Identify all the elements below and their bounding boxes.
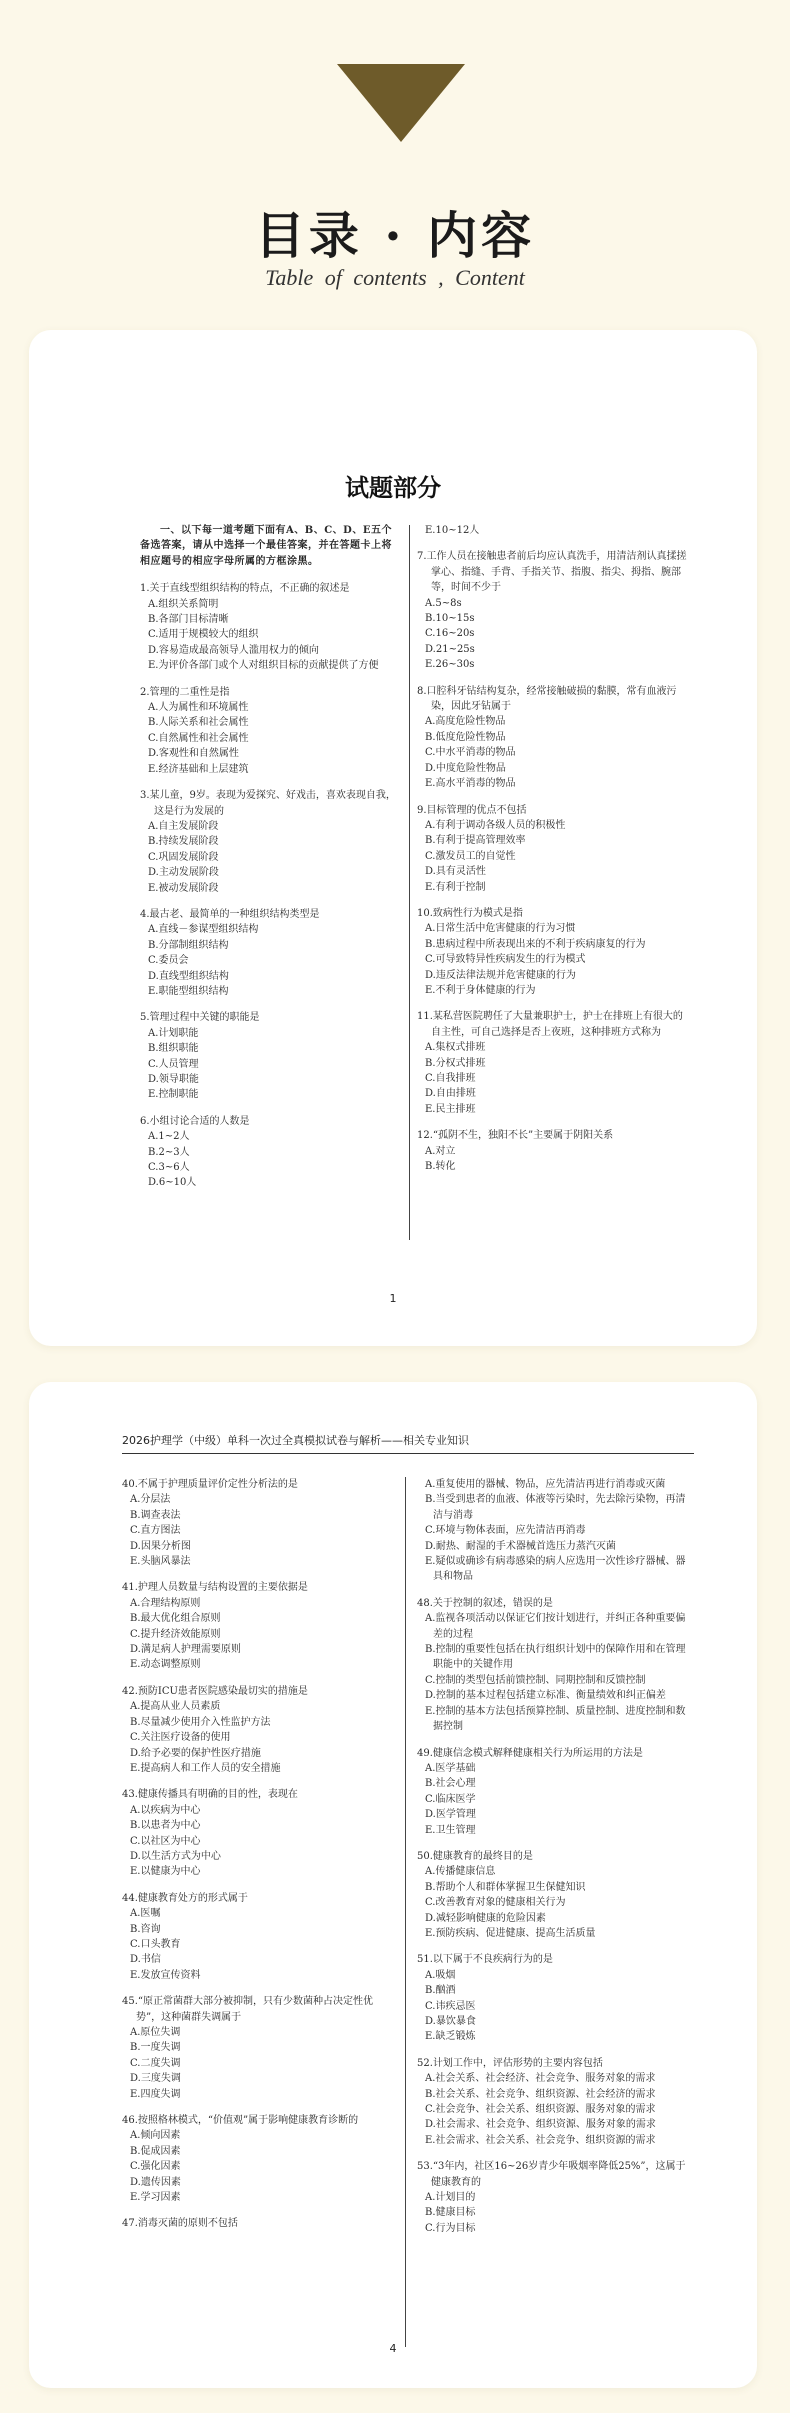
hero-header (0, 0, 790, 330)
answer-option: A.分层法 (130, 1494, 171, 1506)
answer-option: A.重复使用的器械、物品，应先清洁再进行消毒或灭菌 (425, 1479, 666, 1490)
answer-option: C.环境与物体表面，应先清洁再消毒 (425, 1525, 586, 1537)
question (122, 1787, 390, 1879)
question-list (417, 1477, 693, 2236)
answer-option: A.自主发展阶段 (148, 820, 219, 832)
answer-option: A.日常生活中危害健康的行为习惯 (425, 923, 576, 935)
answer-option: A.人为属性和环境属性 (148, 702, 249, 714)
answer-option: B.社会心理 (425, 1778, 476, 1790)
answer-option: B.有利于提高管理效率 (425, 835, 526, 847)
page1-right-column (417, 523, 689, 1185)
question (140, 685, 402, 777)
question (122, 2113, 390, 2205)
answer-option: E.26~30s (425, 659, 475, 671)
answer-option: D.暴饮暴食 (425, 2016, 476, 2027)
answer-option: C.直方图法 (130, 1525, 181, 1537)
answer-option: C.适用于规模较大的组织 (148, 629, 259, 641)
answer-option: C.社会竞争、社会关系、组织资源、服务对象的需求 (425, 2104, 656, 2116)
answer-option: A.5~8s (425, 597, 462, 609)
question-stem: 2.管理的二重性是指 (140, 686, 230, 698)
answer-option: B.分权式排班 (425, 1057, 486, 1069)
answer-option: D.社会需求、社会竞争、组织资源、服务对象的需求 (425, 2119, 656, 2131)
answer-option: C.巩固发展阶段 (148, 851, 219, 863)
triangle-ornament-icon (337, 64, 465, 142)
answer-option: C.行为目标 (425, 2222, 476, 2234)
answer-option: E.缺乏锻炼 (425, 2031, 476, 2043)
answer-option: A.有利于调动各级人员的积极性 (425, 819, 566, 831)
answer-option: B.调查表法 (130, 1509, 181, 1521)
answer-option: A.直线－参谋型组织结构 (148, 924, 259, 936)
question (140, 581, 402, 673)
question (122, 2216, 390, 2231)
page-number: 4 (389, 2342, 397, 2355)
answer-option: E.以健康为中心 (130, 1866, 201, 1878)
answer-option: B.组织职能 (148, 1043, 199, 1055)
answer-option: A.原位失调 (130, 2027, 181, 2038)
question-stem: 10.致病性行为模式是指 (417, 907, 523, 919)
answer-option: B.持续发展阶段 (148, 836, 219, 848)
answer-option: C.激发员工的自觉性 (425, 850, 516, 862)
answer-option: B.促成因素 (130, 2145, 181, 2157)
answer-option: E.疑似或确诊有病毒感染的病人应选用一次性诊疗器械、器具和物品 (425, 1556, 686, 1583)
answer-option: C.二度失调 (130, 2057, 181, 2069)
answer-option: E.有利于控制 (425, 881, 486, 893)
question-stem: 12.“孤阴不生，独阳不长”主要属于阴阳关系 (417, 1130, 614, 1142)
page4-left-column (122, 1477, 390, 2243)
question (417, 1128, 689, 1174)
answer-option: B.人际关系和社会属性 (148, 717, 249, 729)
answer-option: D.控制的基本过程包括建立标准、衡量绩效和纠正偏差 (425, 1690, 666, 1702)
question (417, 1009, 689, 1117)
section-title: 试题部分 (345, 474, 441, 502)
question (417, 1746, 693, 1838)
answer-option: C.中水平消毒的物品 (425, 747, 516, 759)
question-stem: 42.预防ICU患者医院感染最切实的措施是 (122, 1685, 308, 1697)
answer-option: D.直线型组织结构 (148, 970, 229, 982)
question (417, 1596, 693, 1735)
question-list (122, 1477, 390, 2232)
question-stem: 50.健康教育的最终目的是 (417, 1850, 533, 1862)
instructions: 一、以下每一道考题下面有A、B、C、D、E五个备选答案，请从中选择一个最佳答案，并在答题卡上将相应题号的相应字母所属的方框涂黑。 (140, 525, 392, 567)
answer-option: D.违反法律法规并危害健康的行为 (425, 969, 576, 981)
question-stem: 48.关于控制的叙述，错误的是 (417, 1597, 553, 1609)
question (417, 2056, 693, 2148)
answer-option: D.21~25s (425, 643, 475, 655)
answer-option: E.不利于身体健康的行为 (425, 984, 536, 996)
page-subtitle: Table of contents , Content (265, 265, 525, 290)
answer-option: D.遗传因素 (130, 2176, 181, 2188)
answer-option: E.头脑风暴法 (130, 1556, 191, 1568)
answer-option: E.提高病人和工作人员的安全措施 (130, 1762, 281, 1774)
answer-option: E.被动发展阶段 (148, 882, 219, 894)
answer-option: C.讳疾忌医 (425, 2000, 476, 2012)
answer-option: D.领导职能 (148, 1074, 199, 1085)
question (122, 1580, 390, 1672)
question (140, 788, 402, 896)
answer-option: A.合理结构原则 (130, 1597, 201, 1609)
question (140, 1114, 402, 1191)
answer-option: E.预防疾病、促进健康、提高生活质量 (425, 1927, 596, 1939)
question-stem: 40.不属于护理质量评价定性分析法的是 (122, 1479, 298, 1490)
answer-option: E.10~12人 (425, 525, 480, 536)
question-stem: 3.某儿童，9岁。表现为爱探究、好戏击，喜欢表现自我，这是行为发展的 (140, 790, 396, 817)
question (122, 1994, 390, 2102)
answer-option: D.主动发展阶段 (148, 867, 219, 879)
answer-option: A.计划职能 (148, 1027, 199, 1039)
answer-option: B.社会关系、社会竞争、组织资源、社会经济的需求 (425, 2088, 656, 2100)
question-stem: 9.目标管理的优点不包括 (417, 804, 527, 816)
answer-option: B.低度危险性物品 (425, 731, 506, 743)
answer-option: E.发放宣传资料 (130, 1969, 201, 1981)
question-stem: 11.某私营医院聘任了大量兼职护士，护士在排班上有很大的自主性，可自己选择是否上夜班，这种排班方式称为 (417, 1011, 683, 1038)
answer-option: D.中度危险性物品 (425, 762, 506, 774)
answer-option: D.满足病人护理需要原则 (130, 1644, 241, 1656)
question-stem: 44.健康教育处方的形式属于 (122, 1892, 248, 1904)
question-stem: 8.口腔科牙钻结构复杂，经常接触破损的黏膜，常有血液污染，因此牙钻属于 (417, 685, 677, 713)
answer-option: B.当受到患者的血液、体液等污染时，先去除污染物，再清洁与消毒 (425, 1494, 686, 1521)
answer-option: A.计划目的 (425, 2192, 476, 2204)
question (122, 1891, 390, 1983)
answer-option: E.卫生管理 (425, 1824, 476, 1836)
answer-option: E.经济基础和上层建筑 (148, 763, 249, 775)
answer-option: C.提升经济效能原则 (130, 1628, 221, 1640)
answer-option: E.控制职能 (148, 1089, 199, 1101)
question-stem: 43.健康传播具有明确的目的性，表现在 (122, 1789, 298, 1801)
question (417, 549, 689, 672)
answer-option: A.医嘱 (130, 1908, 161, 1920)
question-stem: 7.工作人员在接触患者前后均应认真洗手，用清洁剂认真揉搓掌心、指缝、手背、手指关节、指腹、指尖、拇指、腕部等，时间不少于 (417, 551, 687, 594)
answer-option: D.医学管理 (425, 1809, 476, 1821)
answer-option: C.关注医疗设备的使用 (130, 1732, 231, 1744)
answer-option: E.民主排班 (425, 1103, 476, 1115)
question-stem: 53.“3年内，社区16~26岁青少年吸烟率降低25%”，这属于健康教育的 (417, 2161, 686, 2188)
column-divider (409, 525, 410, 1240)
answer-option: E.社会需求、社会关系、社会竞争、组织资源的需求 (425, 2134, 656, 2146)
answer-option: A.吸烟 (425, 1969, 456, 1981)
question (417, 684, 689, 792)
question-stem: 1.关于直线型组织结构的特点，不正确的叙述是 (140, 583, 350, 595)
question (122, 1477, 390, 1569)
answer-option: A.监视各项活动以保证它们按计划进行，并纠正各种重要偏差的过程 (425, 1613, 686, 1640)
answer-option: C.人员管理 (148, 1058, 199, 1070)
question-stem: 47.消毒灭菌的原则不包括 (122, 2218, 238, 2230)
page-title: 目录 · 内容 (254, 206, 536, 265)
answer-option: B.转化 (425, 1161, 456, 1173)
answer-option: B.一度失调 (130, 2042, 181, 2054)
answer-option: C.以社区为中心 (130, 1835, 201, 1847)
answer-option: E.高水平消毒的物品 (425, 778, 516, 790)
answer-option: D.耐热、耐湿的手术器械首选压力蒸汽灭菌 (425, 1540, 616, 1552)
page1-left-column (140, 523, 402, 1202)
answer-option: A.倾向因素 (130, 2130, 181, 2142)
answer-option: B.酗酒 (425, 1985, 456, 1997)
answer-option: C.委员会 (148, 955, 189, 967)
page-number: 1 (389, 1292, 397, 1305)
question-stem: 49.健康信念模式解释健康相关行为所运用的方法是 (417, 1747, 643, 1759)
question (122, 1684, 390, 1776)
answer-option: D.减轻影响健康的危险因素 (425, 1912, 546, 1924)
question (417, 1952, 693, 2044)
question-stem: 51.以下属于不良疾病行为的是 (417, 1954, 553, 1966)
question-stem: 5.管理过程中关键的职能是 (140, 1012, 260, 1024)
answer-option: E.为评价各部门或个人对组织目标的贡献提供了方便 (148, 660, 379, 672)
answer-option: E.学习因素 (130, 2192, 181, 2204)
answer-option: A.提高从业人员素质 (130, 1701, 221, 1713)
answer-option: A.传播健康信息 (425, 1866, 496, 1878)
answer-option: B.各部门目标清晰 (148, 614, 229, 626)
answer-option: A.集权式排班 (425, 1042, 486, 1054)
answer-option: E.控制的基本方法包括预算控制、质量控制、进度控制和数据控制 (425, 1705, 686, 1733)
question (140, 1010, 402, 1102)
answer-option: B.分部制组织结构 (148, 939, 229, 951)
answer-option: D.自由排班 (425, 1088, 476, 1100)
question (417, 1849, 693, 1941)
answer-option: C.自然属性和社会属性 (148, 732, 249, 744)
answer-option: D.三度失调 (130, 2073, 181, 2085)
answer-option: B.以患者为中心 (130, 1820, 201, 1832)
answer-option: C.口头教育 (130, 1938, 181, 1950)
question-stem: 6.小组讨论合适的人数是 (140, 1115, 250, 1127)
answer-option: D.书信 (130, 1954, 161, 1966)
question (417, 906, 689, 998)
answer-option: D.容易造成最高领导人滥用权力的倾向 (148, 644, 319, 656)
answer-option: A.对立 (425, 1145, 456, 1157)
answer-option: A.高度危险性物品 (425, 716, 506, 728)
question (417, 803, 689, 895)
answer-option: A.以疾病为中心 (130, 1804, 201, 1816)
answer-option: C.3~6人 (148, 1162, 190, 1174)
answer-option: A.1~2人 (148, 1131, 190, 1143)
question-stem: 46.按照格林模式，“价值观”属于影响健康教育诊断的 (122, 2115, 359, 2127)
answer-option: E.动态调整原则 (130, 1659, 201, 1671)
answer-option: A.医学基础 (425, 1762, 476, 1774)
question (417, 523, 689, 538)
answer-option: C.改善教育对象的健康相关行为 (425, 1897, 566, 1909)
running-head: 2026护理学（中级）单科一次过全真模拟试卷与解析——相关专业知识 (122, 1432, 694, 1454)
answer-option: D.具有灵活性 (425, 866, 486, 878)
question-stem: 45.“原正常菌群大部分被抑制，只有少数菌种占决定性优势”，这种菌群失调属于 (122, 1996, 374, 2023)
page4-right-column (417, 1477, 693, 2247)
answer-option: D.6~10人 (148, 1177, 197, 1189)
answer-option: B.患病过程中所表现出来的不利于疾病康复的行为 (425, 938, 646, 950)
answer-option: A.组织关系简明 (148, 598, 219, 610)
question (140, 907, 402, 999)
answer-option: A.社会关系、社会经济、社会竞争、服务对象的需求 (425, 2073, 656, 2085)
answer-option: B.2~3人 (148, 1146, 190, 1158)
answer-option: C.自我排班 (425, 1073, 476, 1084)
answer-option: D.给予必要的保护性医疗措施 (130, 1747, 261, 1759)
question (417, 1477, 693, 1585)
answer-option: B.最大优化组合原则 (130, 1613, 221, 1625)
question-stem: 52.计划工作中，评估形势的主要内容包括 (417, 2057, 603, 2069)
answer-option: E.职能型组织结构 (148, 985, 229, 997)
answer-option: B.控制的重要性包括在执行组织计划中的保障作用和在管理职能中的关键作用 (425, 1644, 686, 1671)
answer-option: C.强化因素 (130, 2161, 181, 2173)
answer-option: B.10~15s (425, 613, 475, 625)
answer-option: B.帮助个人和群体掌握卫生保健知识 (425, 1881, 586, 1893)
answer-option: E.四度失调 (130, 2088, 181, 2100)
question-list (417, 523, 689, 1174)
question (417, 2159, 693, 2236)
answer-option: D.因果分析图 (130, 1540, 191, 1552)
answer-option: D.以生活方式为中心 (130, 1850, 221, 1862)
answer-option: D.客观性和自然属性 (148, 748, 239, 760)
answer-option: C.临床医学 (425, 1793, 476, 1805)
column-divider (405, 1477, 406, 2347)
answer-option: C.控制的类型包括前馈控制、同期控制和反馈控制 (425, 1674, 646, 1686)
answer-option: B.咨询 (130, 1923, 161, 1935)
document-page-1 (29, 330, 757, 1346)
answer-option: C.可导致特异性疾病发生的行为模式 (425, 954, 586, 966)
question-stem: 41.护理人员数量与结构设置的主要依据是 (122, 1582, 308, 1594)
document-page-4 (29, 1382, 757, 2388)
answer-option: B.尽量减少使用介入性监护方法 (130, 1716, 271, 1728)
question-list (140, 581, 402, 1191)
question-stem: 4.最古老、最简单的一种组织结构类型是 (140, 908, 320, 920)
answer-option: B.健康目标 (425, 2207, 476, 2219)
answer-option: C.16~20s (425, 628, 475, 640)
